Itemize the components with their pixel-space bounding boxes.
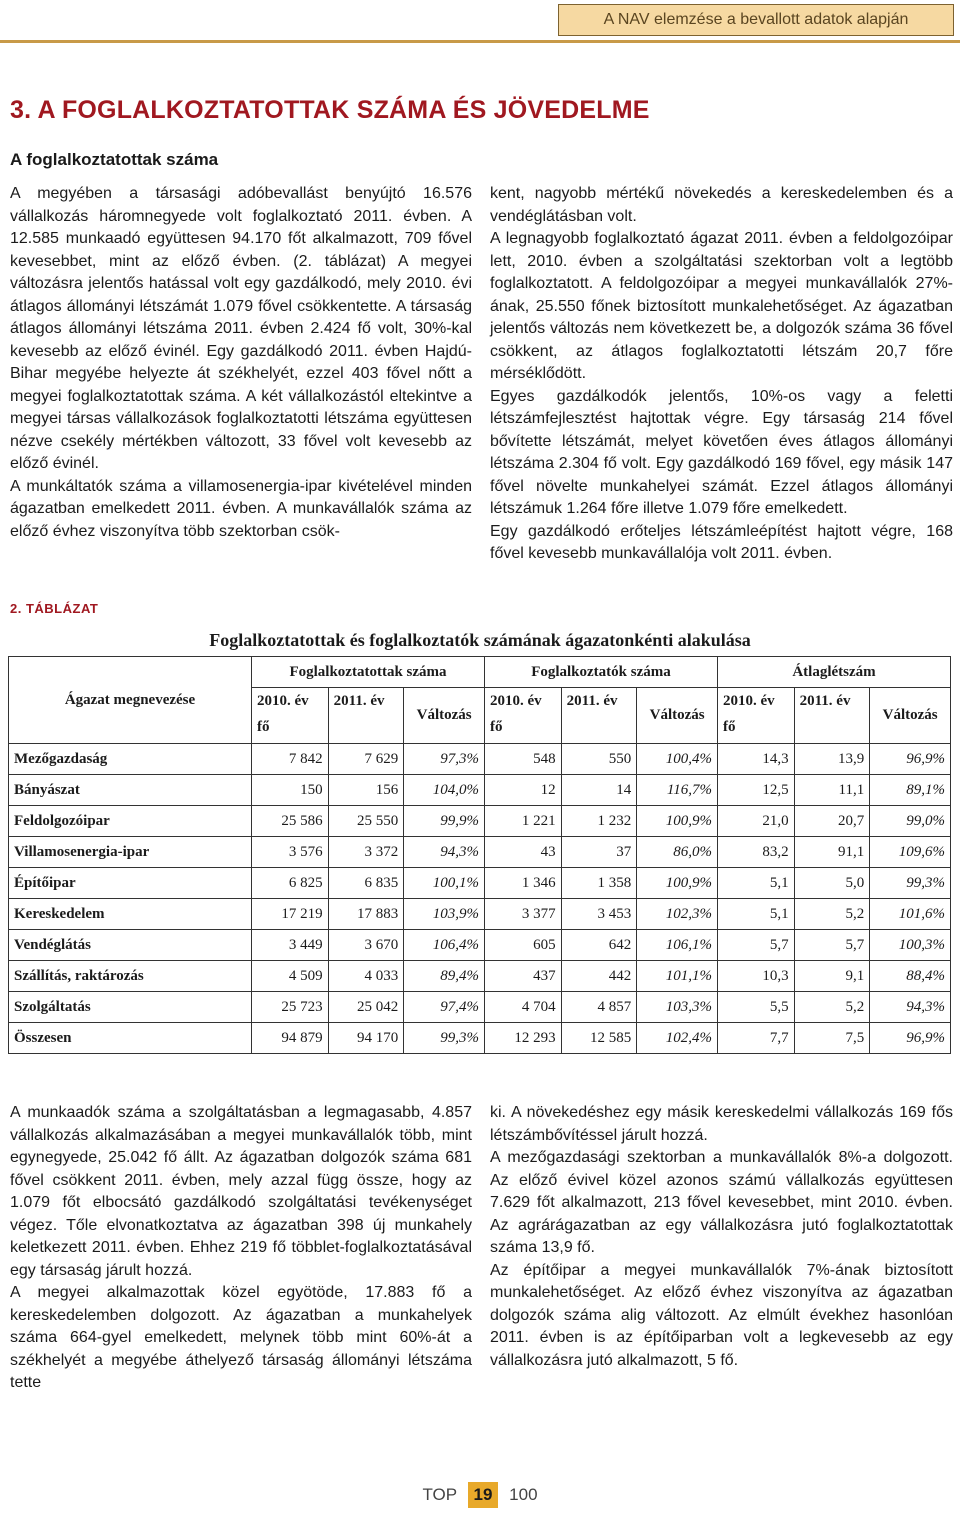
table-cell: 99,3%	[404, 1023, 485, 1054]
paragraph: Egy gazdálkodó erőteljes létszámleépítést hajtott végre, 168 fővel kevesebb munkavállalója volt 2011. évben.	[490, 522, 953, 562]
table-cell: 103,3%	[637, 992, 718, 1023]
table-row	[9, 806, 951, 837]
table-cell: 5,5	[717, 992, 794, 1023]
row-label: Bányászat	[9, 775, 252, 806]
table-cell: 5,7	[717, 930, 794, 961]
table-title: Foglalkoztatottak és foglalkoztatók számának ágazatonkénti alakulása	[209, 630, 751, 650]
paragraph: kent, nagyobb mértékű növekedés a kereskedelemben és a vendéglátásban volt.	[490, 185, 953, 225]
row-label: Szállítás, raktározás	[9, 961, 252, 992]
table-cell: 99,9%	[404, 806, 485, 837]
table-cell: 5,0	[794, 868, 870, 899]
table-cell: 6 825	[252, 868, 329, 899]
table-cell: 83,2	[717, 837, 794, 868]
table-cell: 9,1	[794, 961, 870, 992]
table-cell: 1 358	[561, 868, 637, 899]
table-cell: 7,7	[717, 1023, 794, 1054]
footer-count: 100	[509, 1485, 538, 1504]
table-row	[9, 992, 951, 1023]
table-cell: 101,6%	[870, 899, 951, 930]
table-cell: 109,6%	[870, 837, 951, 868]
table-cell: 550	[561, 744, 637, 775]
table-cell: 100,9%	[637, 868, 718, 899]
text-column-1	[10, 183, 472, 543]
table-year-header: 2010. év fő	[717, 688, 794, 744]
page-footer	[0, 1482, 960, 1508]
table-cell: 89,4%	[404, 961, 485, 992]
table-group-header: Átlaglétszám	[717, 657, 950, 688]
table-cell: 5,1	[717, 899, 794, 930]
table-cell: 25 042	[328, 992, 404, 1023]
table-cell: 86,0%	[637, 837, 718, 868]
table-cell: 7 629	[328, 744, 404, 775]
table-cell: 5,2	[794, 992, 870, 1023]
table-cell: 11,1	[794, 775, 870, 806]
table-cell: 116,7%	[637, 775, 718, 806]
table-cell: 102,3%	[637, 899, 718, 930]
section-subtitle: A foglalkoztatottak száma	[10, 150, 219, 169]
table-cell: 10,3	[717, 961, 794, 992]
table-cell: 102,4%	[637, 1023, 718, 1054]
table-cell: 12,5	[717, 775, 794, 806]
table-cell: 94,3%	[870, 992, 951, 1023]
table-row	[9, 837, 951, 868]
row-label: Feldolgozóipar	[9, 806, 252, 837]
table-year-header: 2011. év	[794, 688, 870, 744]
table-cell: 91,1	[794, 837, 870, 868]
table-cell: 156	[328, 775, 404, 806]
table-cell: 642	[561, 930, 637, 961]
row-label: Mezőgazdaság	[9, 744, 252, 775]
table-cell: 14,3	[717, 744, 794, 775]
table-row	[9, 899, 951, 930]
data-table	[8, 656, 951, 1054]
table-cell: 25 723	[252, 992, 329, 1023]
table-cell: 14	[561, 775, 637, 806]
table-cell: 3 377	[485, 899, 562, 930]
table-cell: 5,1	[717, 868, 794, 899]
paragraph: A megyei alkalmazottak közel egyötöde, 17.883 fő a kereskedelemben dolgozott. Az ágazatban a munkahelyek száma 664-gyel emelkedett, melynek több mint 60%-át a székhelyét a megyébe áthelyező társaság állományi létszáma tette	[10, 1284, 472, 1391]
table-year-header: 2011. év	[561, 688, 637, 744]
table-cell: 99,3%	[870, 868, 951, 899]
table-cell: 6 835	[328, 868, 404, 899]
table-cell: 21,0	[717, 806, 794, 837]
table-cell: 3 372	[328, 837, 404, 868]
table-change-header: Változás	[870, 688, 951, 744]
table-cell: 17 219	[252, 899, 329, 930]
table-change-header: Változás	[637, 688, 718, 744]
table-cell: 1 346	[485, 868, 562, 899]
table-cell: 4 704	[485, 992, 562, 1023]
row-label: Összesen	[9, 1023, 252, 1054]
table-cell: 94,3%	[404, 837, 485, 868]
table-cell: 4 857	[561, 992, 637, 1023]
paragraph: A legnagyobb foglalkoztató ágazat 2011. évben a feldolgozóipar lett, 2010. évben a szolgáltatási szektorban volt a legtöbb foglalkoztatott. A feldolgozóipar a megyei munkavállalók 27%-ának, 25.550 főnek biztosított munkalehetőséget. Az ágazatban jelentős változás nem következett be, a dolgozók száma 36 fővel csökkent, az átlagos foglalkoztatotti létszám 20,7 főre mérséklődött.	[490, 230, 953, 382]
paragraph: A munkaadók száma a szolgáltatásban a legmagasabb, 4.857 vállalkozás alkalmazásában a megyei munkavállalók több, mint egynegyede, 25.042 fő állt. Az ágazatban dolgozók száma 681 fővel csökkent 2011. évben, mely azzal függ össze, hogy az 1.079 főt elbocsátó gazdálkodó szolgáltatási tevékenységet végez. Tőle elvonatkoztatva az ágazatban 398 új munkahely keletkezett 2011. évben. Ehhez 219 fő többlet-foglalkoztatásával egy társaság járult hozzá.	[10, 1104, 472, 1279]
paragraph: Az építőipar a megyei munkavállalók 7%-ának biztosított munkalehetőséget. Az előző évhez viszonyítva az ágazatban dolgozók száma alig változott. Az elmúlt évekhez hasonlóan 2011. évben is az építőiparban volt a legkevesebb az egy vállalkozásra jutó alkalmazott, 5 fő.	[490, 1261, 953, 1369]
table-cell: 1 232	[561, 806, 637, 837]
page-number: 19	[468, 1482, 499, 1508]
table-cell: 99,0%	[870, 806, 951, 837]
table-cell: 97,4%	[404, 992, 485, 1023]
table-cell: 20,7	[794, 806, 870, 837]
table-cell: 3 670	[328, 930, 404, 961]
table-group-header: Foglalkoztatók száma	[485, 657, 718, 688]
table-cell: 437	[485, 961, 562, 992]
table-change-header: Változás	[404, 688, 485, 744]
paragraph: A munkáltatók száma a villamosenergia-ipar kivételével minden ágazatban emelkedett 2011. évben. A munkavállalók száma az előző évhez viszonyítva több szektorban csök-	[10, 477, 472, 540]
table-cell: 43	[485, 837, 562, 868]
table-cell: 17 883	[328, 899, 404, 930]
paragraph: ki. A növekedéshez egy másik kereskedelmi vállalkozás 169 fős létszámbővítéssel járult hozzá.	[490, 1104, 953, 1144]
table-row	[9, 930, 951, 961]
text-column-2	[490, 183, 953, 566]
table-cell: 94 170	[328, 1023, 404, 1054]
paragraph: A mezőgazdasági szektorban a munkavállalók 8%-a dolgozott. Az előző évivel közel azonos számú vállalkozás együttesen 7.629 főt alkalmazott, 213 fővel kevesebbet, mint 2010. évben. Az agrárágazatban az egy vállalkozásra jutó foglalkoztatottak száma 13,9 fő.	[490, 1149, 953, 1256]
table-year-header: 2010. év fő	[485, 688, 562, 744]
row-label: Kereskedelem	[9, 899, 252, 930]
row-label: Építőipar	[9, 868, 252, 899]
table-cell: 1 221	[485, 806, 562, 837]
header-rule	[0, 40, 960, 43]
text-column-3	[10, 1102, 472, 1395]
table-cell: 100,3%	[870, 930, 951, 961]
table-cell: 25 586	[252, 806, 329, 837]
paragraph: A megyében a társasági adóbevallást benyújtó 16.576 vállalkozás háromnegyede volt foglalkoztató 2011. évben. A 12.585 munkaadó együttesen 94.170 főt alkalmazott, 709 fővel kevesebbet, mint az előző évben. (2. táblázat) A megyei változásra jelentős hatással volt egy gazdálkodó, mely 2010. évi átlagos állományi létszámát 1.079 fővel csökkentette. A társaság átlagos állományi létszáma 2011. évben 2.424 fő volt, 30%-kal kevesebb az előző évinél. Egy gazdálkodó 2011. évben Hajdú-Bihar megyébe helyezte át székhelyét, ezzel 403 fővel nőtt a megyei foglalkoztatottak száma. A két vállalkozástól eltekintve a megyei társas vállalkozások foglalkoztatotti létszáma együttesen nézve csekély mértékben változott, 33 fővel volt kevesebb az előző évinél.	[10, 185, 472, 472]
table-cell: 25 550	[328, 806, 404, 837]
table-cell: 3 453	[561, 899, 637, 930]
row-label: Villamosenergia-ipar	[9, 837, 252, 868]
text-column-4	[490, 1102, 953, 1372]
table-cell: 104,0%	[404, 775, 485, 806]
running-header	[558, 4, 954, 36]
table-cell: 12	[485, 775, 562, 806]
table-row	[9, 868, 951, 899]
table-cell: 37	[561, 837, 637, 868]
row-label: Szolgáltatás	[9, 992, 252, 1023]
table-cell: 13,9	[794, 744, 870, 775]
table-cell: 103,9%	[404, 899, 485, 930]
table-cell: 5,7	[794, 930, 870, 961]
table-cell: 97,3%	[404, 744, 485, 775]
table-cell: 96,9%	[870, 744, 951, 775]
table-cell: 89,1%	[870, 775, 951, 806]
table-cell: 12 585	[561, 1023, 637, 1054]
table-year-header: 2011. év	[328, 688, 404, 744]
table-cell: 150	[252, 775, 329, 806]
table-cell: 605	[485, 930, 562, 961]
table-row	[9, 775, 951, 806]
table-year-header: 2010. év fő	[252, 688, 329, 744]
table-group-header: Foglalkoztatottak száma	[252, 657, 485, 688]
table-cell: 106,4%	[404, 930, 485, 961]
table-row	[9, 744, 951, 775]
table-cell: 100,1%	[404, 868, 485, 899]
table-cell: 548	[485, 744, 562, 775]
row-label: Vendéglátás	[9, 930, 252, 961]
footer-top-label: TOP	[422, 1485, 457, 1504]
paragraph: Egyes gazdálkodók jelentős, 10%-os vagy a feletti létszámfejlesztést hajtottak végre. Egy társaság 214 fővel bővítette létszámát, melyet követően éves átlagos állományi létszáma 2.304 fő volt. Egy gazdálkodó 169 fővel, egy másik 147 fővel növelte munkahelyei számát. Ezzel átlagos állományi létszámuk 1.264 főre illetve 1.079 főre emelkedett.	[490, 387, 953, 517]
running-header-text: A NAV elemzése a bevallott adatok alapján	[603, 11, 909, 28]
table-cell: 442	[561, 961, 637, 992]
table-cell: 7,5	[794, 1023, 870, 1054]
table-header-sector: Ágazat megnevezése	[9, 657, 252, 744]
table-row	[9, 1023, 951, 1054]
table-cell: 4 033	[328, 961, 404, 992]
table-cell: 106,1%	[637, 930, 718, 961]
table-cell: 96,9%	[870, 1023, 951, 1054]
table-cell: 94 879	[252, 1023, 329, 1054]
table-cell: 4 509	[252, 961, 329, 992]
table-cell: 3 449	[252, 930, 329, 961]
table-label: 2. TÁBLÁZAT	[10, 601, 99, 616]
section-title: 3. A FOGLALKOZTATOTTAK SZÁMA ÉS JÖVEDELME	[10, 96, 650, 124]
table-cell: 100,9%	[637, 806, 718, 837]
table-cell: 5,2	[794, 899, 870, 930]
table-cell: 12 293	[485, 1023, 562, 1054]
table-row	[9, 961, 951, 992]
table-cell: 7 842	[252, 744, 329, 775]
table-cell: 88,4%	[870, 961, 951, 992]
table-cell: 3 576	[252, 837, 329, 868]
table-cell: 100,4%	[637, 744, 718, 775]
table-cell: 101,1%	[637, 961, 718, 992]
